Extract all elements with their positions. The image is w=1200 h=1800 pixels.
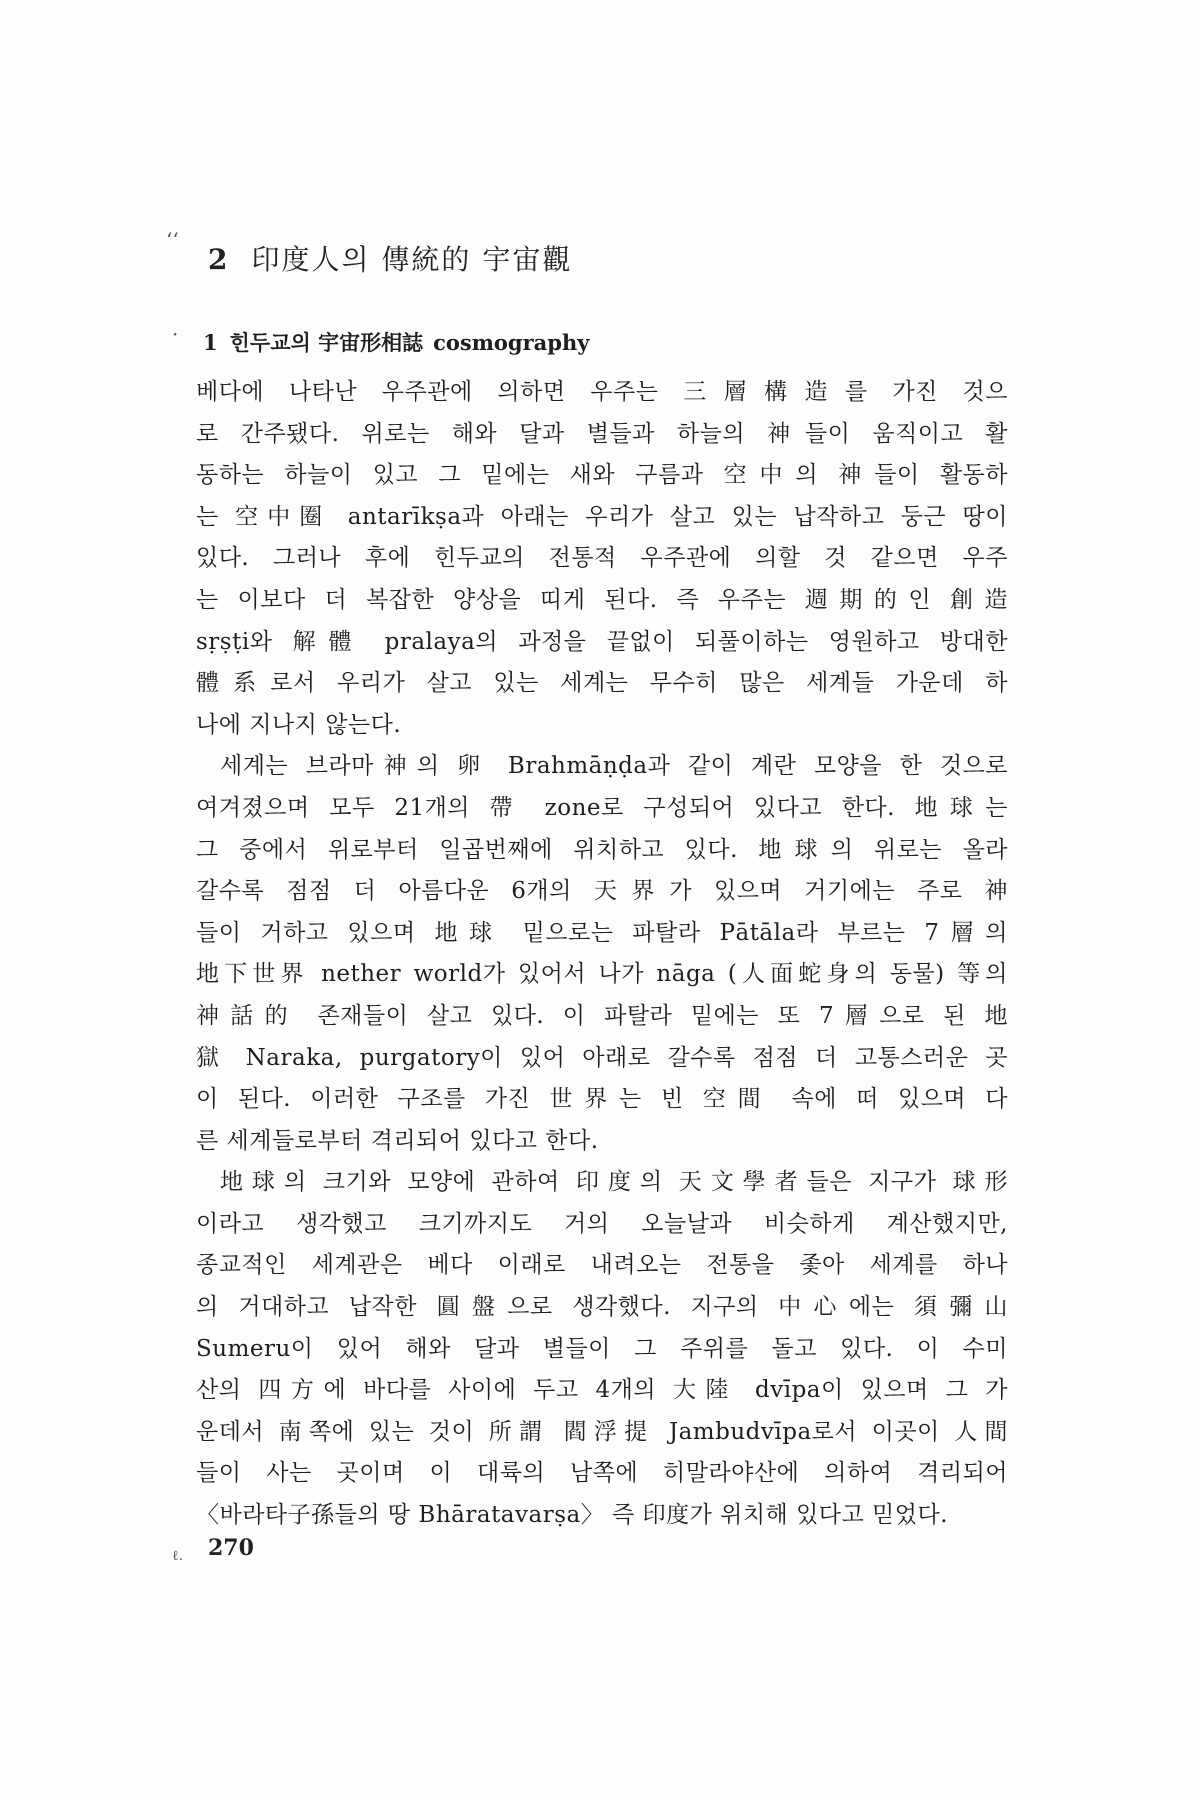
text-line: 들이 사는 곳이며 이 대륙의 남쪽에 히말라야산에 의하여 격리되어 bbox=[196, 1460, 1008, 1487]
scan-speck: · bbox=[172, 322, 179, 346]
text-line: 른 세계들로부터 격리되어 있다고 한다. bbox=[196, 1127, 599, 1154]
text-line: 그 중에서 위로부터 일곱번째에 위치하고 있다. 地球의 위로는 올라 bbox=[196, 836, 1008, 863]
paragraph bbox=[196, 372, 1008, 746]
scan-speck: ʻʻ bbox=[166, 228, 179, 252]
text-line: 이 된다. 이러한 구조를 가진 世界는 빈 空間 속에 떠 있으며 다 bbox=[196, 1086, 1008, 1113]
text-line: 여겨졌으며 모두 21개의 帶 zone로 구성되어 있다고 한다. 地球는 bbox=[196, 794, 1008, 821]
paragraph bbox=[196, 1162, 1008, 1536]
text-line: 地下世界 nether world가 있어서 나가 nāga (人面蛇身의 동물) 等의 bbox=[196, 961, 1008, 988]
text-line: 地球의 크기와 모양에 관하여 印度의 天文學者들은 지구가 球形 bbox=[220, 1169, 1008, 1196]
chapter-heading bbox=[208, 238, 572, 278]
text-line: 로 간주됐다. 위로는 해와 달과 별들과 하늘의 神들이 움직이고 활 bbox=[196, 420, 1008, 447]
text-line: 운데서 南쪽에 있는 것이 所謂 閻浮提 Jambudvīpa로서 이곳이 人間 bbox=[196, 1418, 1008, 1445]
text-line: 동하는 하늘이 있고 그 밑에는 새와 구름과 空中의 神들이 활동하 bbox=[196, 462, 1008, 489]
text-line: 세계는 브라마神의 卵 Brahmāṇḍa과 같이 계란 모양을 한 것으로 bbox=[220, 753, 1008, 780]
chapter-number: 2 bbox=[208, 243, 230, 276]
chapter-title: 印度人의 傳統的 宇宙觀 bbox=[251, 243, 573, 276]
text-line: 는 空中圈 antarīkṣa과 아래는 우리가 살고 있는 납작하고 둥근 땅이 bbox=[196, 503, 1008, 530]
section-number: 1 bbox=[203, 330, 218, 355]
text-line: 獄 Naraka, purgatory이 있어 아래로 갈수록 점점 더 고통스러운 곳 bbox=[196, 1044, 1008, 1071]
text-line: 종교적인 세계관은 베다 이래로 내려오는 전통을 좇아 세계를 하나 bbox=[196, 1252, 1008, 1279]
text-line: 베다에 나타난 우주관에 의하면 우주는 三層構造를 가진 것으 bbox=[196, 379, 1008, 405]
section-heading bbox=[203, 327, 589, 357]
text-line: 있다. 그러나 후에 힌두교의 전통적 우주관에 의할 것 같으면 우주 bbox=[196, 545, 1008, 572]
text-line: 〈바라타子孫들의 땅 Bhāratavarṣa〉 즉 印度가 위치해 있다고 믿었다. bbox=[196, 1502, 948, 1529]
text-line: 의 거대하고 납작한 圓盤으로 생각했다. 지구의 中心에는 須彌山 bbox=[196, 1294, 1008, 1321]
body-text bbox=[196, 372, 1008, 1537]
text-line: 갈수록 점점 더 아름다운 6개의 天界가 있으며 거기에는 주로 神 bbox=[196, 878, 1008, 905]
text-line: 神話的 존재들이 살고 있다. 이 파탈라 밑에는 또 7層으로 된 地 bbox=[196, 1002, 1008, 1029]
section-title: 힌두교의 宇宙形相誌 bbox=[229, 330, 424, 355]
text-line: sṛṣṭi와 解體 pralaya의 과정을 끝없이 되풀이하는 영원하고 방대한 bbox=[196, 628, 1008, 655]
page-number: 270 bbox=[208, 1535, 254, 1561]
section-title-latin: cosmography bbox=[433, 330, 590, 355]
text-line: 들이 거하고 있으며 地球 밑으로는 파탈라 Pātāla라 부르는 7層의 bbox=[196, 919, 1008, 946]
text-line: 산의 四方에 바다를 사이에 두고 4개의 大陸 dvīpa이 있으며 그 가 bbox=[196, 1377, 1008, 1404]
paragraph bbox=[196, 746, 1008, 1162]
text-line: 는 이보다 더 복잡한 양상을 띠게 된다. 즉 우주는 週期的인 創造 bbox=[196, 586, 1008, 613]
scan-speck: ℓ. bbox=[172, 1548, 184, 1564]
text-line: 이라고 생각했고 크기까지도 거의 오늘날과 비슷하게 계산했지만, bbox=[196, 1210, 1008, 1237]
text-line: 나에 지나지 않는다. bbox=[196, 711, 402, 738]
text-line: 體系로서 우리가 살고 있는 세계는 무수히 많은 세계들 가운데 하 bbox=[196, 670, 1008, 697]
text-line: Sumeru이 있어 해와 달과 별들이 그 주위를 돌고 있다. 이 수미 bbox=[196, 1335, 1008, 1362]
